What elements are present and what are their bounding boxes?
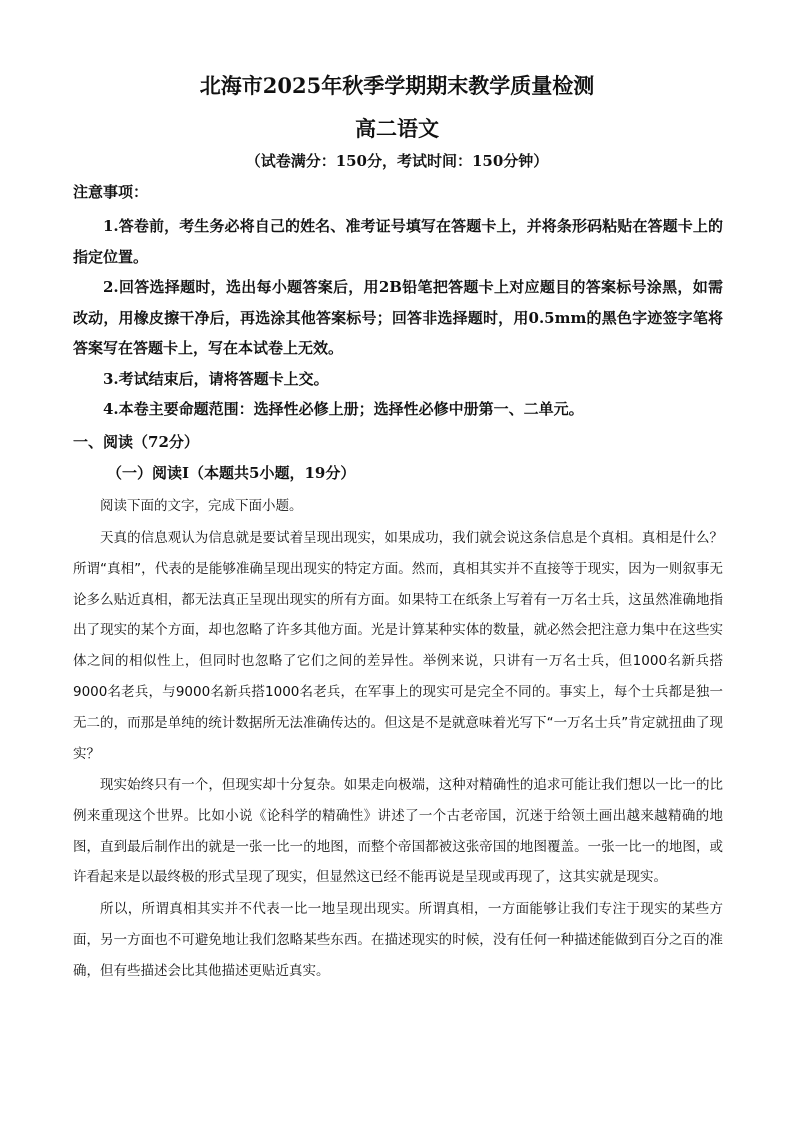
passage-paragraph: 现实始终只有一个，但现实却十分复杂。如果走向极端，这种对精确性的追求可能让我们想以一比一的比例来重现这个世界。比如小说《论科学的精确性》讲述了一个古老帝国，沉迷于给领土画出越来越精确的地图，直到最后制作出的就是一张一比一的地图，而整个帝国都被这张帝国的地图覆盖。一张一比一的地图，或许看起来是以最终极的形式呈现了现实，但显然这已经不能再说是呈现或再现了，这其实就是现实。 — [73, 777, 723, 886]
note-item: 2.回答选择题时，选出每小题答案后，用2B铅笔把答题卡上对应题目的答案标号涂黑，如需改动，用橡皮擦干净后，再选涂其他答案标号；回答非选择题时，用0.5mm的黑色字迹签字笔将答案写在答题卡上，写在本试卷上无效。 — [73, 278, 723, 357]
notes-list — [73, 211, 723, 425]
exam-info: （试卷满分：150分，考试时间：150分钟） — [245, 152, 549, 170]
reading-instruction: 阅读下面的文字，完成下面小题。 — [100, 498, 303, 514]
note-item: 1.答卷前，考生务必将自己的姓名、准考证号填写在答题卡上，并将条形码粘贴在答题卡上的指定位置。 — [73, 217, 723, 266]
passage-paragraph: 天真的信息观认为信息就是要试着呈现出现实，如果成功，我们就会说这条信息是个真相。真相是什么？所谓“真相”，代表的是能够准确呈现出现实的特定方面。然而，真相其实并不直接等于现实，因为一则叙事无论多么贴近真相，都无法真正呈现出现实的所有方面。如果特工在纸条上写着有一万名士兵，这虽然准确地指出了现实的某个方面，却也忽略了许多其他方面。光是计算某种实体的数量，就必然会把注意力集中在这些实体之间的相似性上，但同时也忽略了它们之间的差异性。举例来说，只讲有一万名士兵，但1000名新兵搭9000名老兵，与9000名新兵搭1000名老兵，在军事上的现实可是完全不同的。事实上，每个士兵都是独一无二的，而那是单纯的统计数据所无法准确传达的。但这是不是就意味着光写下“一万名士兵”肯定就扭曲了现实？ — [73, 530, 723, 762]
note-item: 4.本卷主要命题范围：选择性必修上册；选择性必修中册第一、二单元。 — [103, 400, 584, 418]
reading-passage — [73, 523, 723, 987]
exam-subject: 高二语文 — [355, 116, 439, 141]
subsection-heading: （一）阅读Ⅰ（本题共5小题，19分） — [107, 464, 356, 482]
note-item: 3.考试结束后，请将答题卡上交。 — [103, 369, 329, 388]
notes-heading: 注意事项： — [73, 183, 149, 201]
section-heading: 一、阅读（72分） — [73, 433, 199, 451]
passage-paragraph: 所以，所谓真相其实并不代表一比一地呈现出现实。所谓真相，一方面能够让我们专注于现实的某些方面，另一方面也不可避免地让我们忽略某些东西。在描述现实的时候，没有任何一种描述能做到百分之百的准确，但有些描述会比其他描述更贴近真实。 — [73, 900, 723, 979]
exam-title: 北海市2025年秋季学期期末教学质量检测 — [199, 73, 595, 98]
